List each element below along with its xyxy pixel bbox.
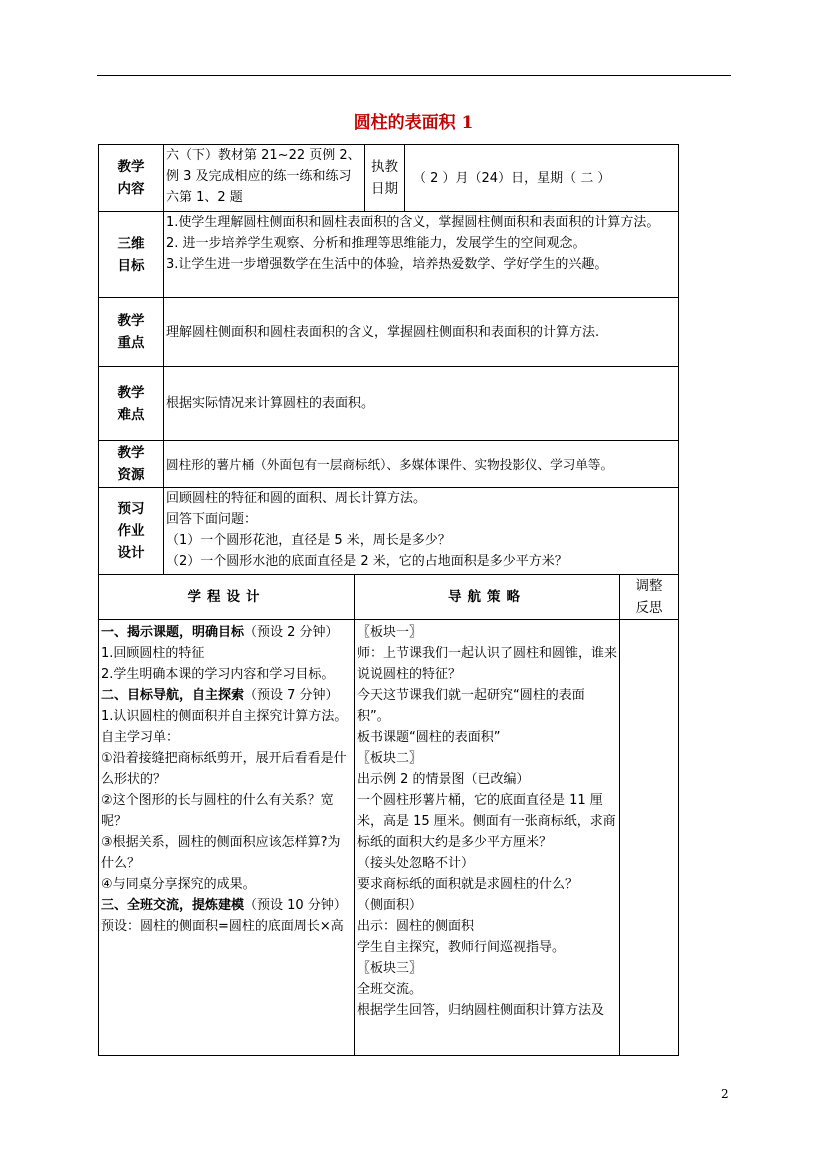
design-line bbox=[101, 748, 352, 790]
strategy-line: 学生自主探究，教师行间巡视指导。 bbox=[357, 940, 566, 955]
label-difficulties: 教学 难点 bbox=[99, 367, 164, 441]
row-section-header bbox=[99, 575, 679, 620]
lesson-plan-table bbox=[98, 144, 679, 1056]
design-line-text: 预设：圆柱的侧面积=圆柱的底面周长×高 bbox=[101, 919, 344, 934]
strategy-line: （侧面积） bbox=[357, 898, 423, 913]
header-adjust-reflect: 调整 反思 bbox=[620, 575, 679, 620]
design-line-text: （预设 7 分钟） bbox=[244, 688, 339, 703]
page-number: 2 bbox=[721, 1087, 729, 1101]
design-line-text: 1.回顾圆柱的特征 bbox=[101, 646, 205, 661]
strategy-line: 今天这节课我们就一起研究“圆柱的表面积”。 bbox=[357, 688, 585, 724]
design-line-text: 自主学习单： bbox=[101, 730, 180, 745]
design-section-heading: 一、揭示课题，明确目标 bbox=[101, 625, 245, 640]
teaching-content-text: 六（下）教材第 21~22 页例 2、例 3 及完成相应的练一练和练习六第 1、2 题 bbox=[164, 145, 365, 212]
strategy-line: 全班交流。 bbox=[357, 982, 423, 997]
design-line-text: ②这个图形的长与圆柱的什么有关系？宽呢？ bbox=[101, 793, 334, 829]
design-line-text: ④与同桌分享探究的成果。 bbox=[101, 877, 256, 892]
strategy-line: 根据学生回答，归纳圆柱侧面积计算方法及 bbox=[357, 1003, 605, 1018]
design-line-text: 1.认识圆柱的侧面积并自主探究计算方法。 bbox=[101, 709, 348, 724]
header-navigation-strategy: 导航策略 bbox=[355, 575, 620, 620]
design-line bbox=[101, 706, 352, 727]
strategy-line: 出示：圆柱的侧面积 bbox=[357, 919, 475, 934]
design-section-heading: 二、目标导航，自主探索 bbox=[101, 688, 245, 703]
design-line bbox=[101, 643, 352, 664]
header-learning-design: 学程设计 bbox=[99, 575, 355, 620]
strategy-line: 〖板块一〗 bbox=[357, 625, 423, 640]
design-section-heading: 三、全班交流，提炼建模 bbox=[101, 898, 245, 913]
label-teaching-content: 教学 内容 bbox=[99, 145, 164, 212]
design-line bbox=[101, 895, 352, 916]
header-rule bbox=[97, 75, 731, 76]
strategy-line: （接头处忽略不计） bbox=[357, 856, 475, 871]
strategy-line: 师：上节课我们一起认识了圆柱和圆锥，谁来说说圆柱的特征？ bbox=[357, 646, 618, 682]
resources-text: 圆柱形的薯片桶（外面包有一层商标纸）、多媒体课件、实物投影仪、学习单等。 bbox=[164, 441, 679, 488]
strategy-line: 〖板块三〗 bbox=[357, 961, 423, 976]
label-key-points: 教学 重点 bbox=[99, 298, 164, 367]
row-resources bbox=[99, 441, 679, 488]
label-resources: 教学 资源 bbox=[99, 441, 164, 488]
page-title: 圆柱的表面积 1 bbox=[353, 113, 474, 133]
row-preview-homework bbox=[99, 488, 679, 575]
navigation-strategy-column bbox=[355, 620, 620, 1056]
design-line bbox=[101, 622, 352, 643]
strategy-line: 出示例 2 的情景图（已改编） bbox=[357, 772, 530, 787]
design-line bbox=[101, 790, 352, 832]
row-key-points bbox=[99, 298, 679, 367]
row-difficulties bbox=[99, 367, 679, 441]
design-line-text: ①沿着接缝把商标纸剪开，展开后看看是什么形状的？ bbox=[101, 751, 347, 787]
learning-design-column bbox=[99, 620, 355, 1056]
objectives-text: 1.使学生理解圆柱侧面积和圆柱表面积的含义，掌握圆柱侧面积和表面积的计算方法。 2. 进一步培养学生观察、分析和推理等思维能力，发展学生的空间观念。 3.让学生进一步增强数学在生活中的体验，培养热爱数学、学好学生的兴趣。 bbox=[164, 212, 679, 298]
teaching-date-value: （ 2 ）月（24）日，星期（ 二 ） bbox=[405, 145, 679, 212]
strategy-line: 一个圆柱形薯片桶，它的底面直径是 11 厘米，高是 15 厘米。侧面有一张商标纸，求商标纸的面积大约是多少平方厘米？ bbox=[357, 793, 616, 850]
label-objectives: 三维 目标 bbox=[99, 212, 164, 298]
design-line-text: （预设 2 分钟） bbox=[244, 625, 339, 640]
label-preview-homework: 预习 作业 设计 bbox=[99, 488, 164, 575]
key-points-text: 理解圆柱侧面积和圆柱表面积的含义，掌握圆柱侧面积和表面积的计算方法. bbox=[164, 298, 679, 367]
design-line-text: （预设 10 分钟） bbox=[244, 898, 347, 913]
design-line-text: ③根据关系，圆柱的侧面积应该怎样算?为什么？ bbox=[101, 835, 341, 871]
difficulties-text: 根据实际情况来计算圆柱的表面积。 bbox=[164, 367, 679, 441]
design-line bbox=[101, 664, 352, 685]
row-objectives bbox=[99, 212, 679, 298]
design-line bbox=[101, 832, 352, 874]
preview-homework-text: 回顾圆柱的特征和圆的面积、周长计算方法。 回答下面问题： （1）一个圆形花池，直径是 5 米，周长是多少？ （2）一个圆形水池的底面直径是 2 米，它的占地面积是多少平方米？ bbox=[164, 488, 679, 575]
label-teaching-date: 执教 日期 bbox=[365, 145, 405, 212]
strategy-line: 要求商标纸的面积就是求圆柱的什么？ bbox=[357, 877, 579, 892]
strategy-line: 板书课题“圆柱的表面积” bbox=[357, 730, 501, 745]
design-line bbox=[101, 874, 352, 895]
design-line-text: 2.学生明确本课的学习内容和学习目标。 bbox=[101, 667, 335, 682]
design-line bbox=[101, 727, 352, 748]
design-line bbox=[101, 685, 352, 706]
row-content bbox=[99, 145, 679, 212]
strategy-line: 〖板块二〗 bbox=[357, 751, 423, 766]
design-line bbox=[101, 916, 352, 937]
row-lesson-body bbox=[99, 620, 679, 1056]
adjust-reflect-column bbox=[620, 620, 679, 1056]
